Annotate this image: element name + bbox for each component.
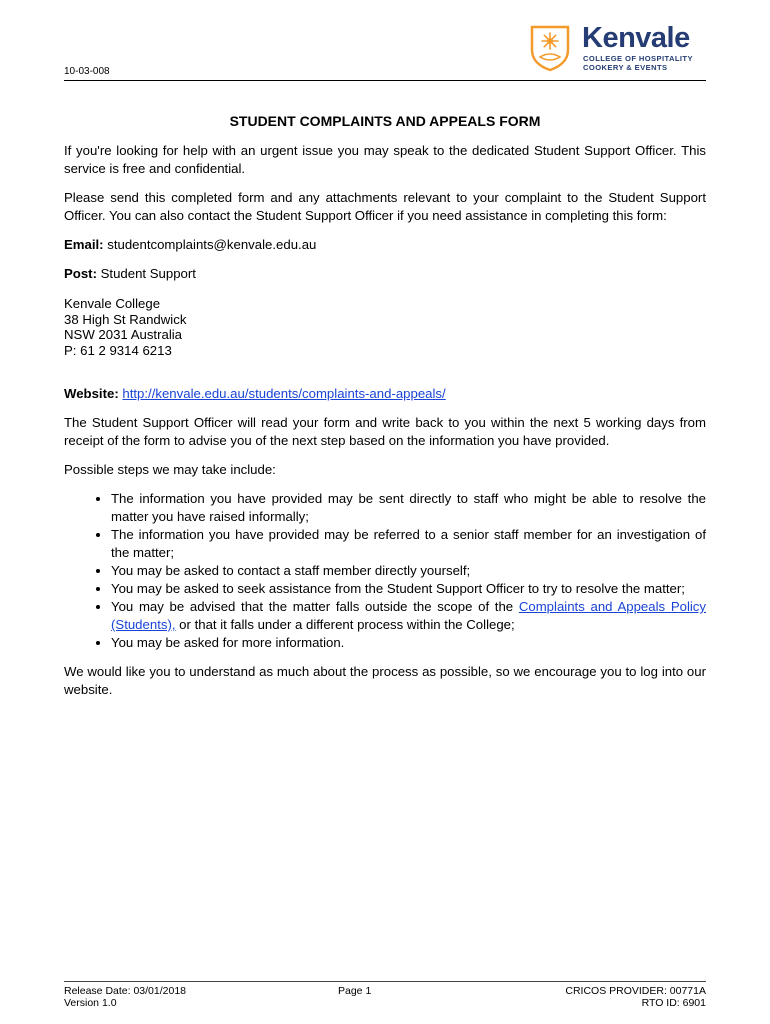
steps-intro: Possible steps we may take include: (64, 462, 276, 477)
complaints-policy-link[interactable]: Complaints and Appeals Policy (Students), (111, 599, 706, 632)
list-item: • You may be asked for more information. (111, 634, 706, 652)
address-line: P: 61 2 9314 6213 (64, 342, 172, 358)
footer-right (565, 985, 706, 1009)
post-line (64, 265, 706, 283)
page-title: STUDENT COMPLAINTS AND APPEALS FORM (229, 113, 541, 129)
list-item: • The information you have provided may be referred to a senior staff member for an investigation of the matter; (111, 526, 706, 562)
kenvale-logo (526, 24, 711, 74)
intro-paragraph-2: Please send this completed form and any attachments relevant to your complaint to the Student Support Officer. You can also contact the Student Support Officer if you need assistance in completing this form: (64, 190, 706, 223)
address-line: NSW 2031 Australia (64, 327, 183, 342)
step5-text-after: or that it falls under a different process within the College; (175, 617, 515, 632)
email-line (64, 236, 706, 254)
release-date: Release Date: 03/01/2018 (64, 985, 187, 997)
logo-tagline-1: COLLEGE OF HOSPITALITY (583, 54, 693, 63)
footer-left (64, 985, 186, 1009)
closing-paragraph: We would like you to understand as much about the process as possible, so we encourage you to log into our website. (64, 664, 706, 697)
address-line: Kenvale College (64, 296, 161, 311)
rto-id: RTO ID: 6901 (641, 997, 706, 1009)
email-label: Email: (64, 237, 104, 252)
list-item: • The information you have provided may be sent directly to staff who might be able to resolve the matter you have raised informally; (111, 490, 706, 526)
list-item: • You may be asked to contact a staff member directly yourself; (111, 562, 706, 580)
version: Version 1.0 (64, 997, 117, 1009)
cricos-provider: CRICOS PROVIDER: 00771A (565, 985, 706, 997)
postal-address (64, 296, 706, 358)
intro-paragraph-1: If you're looking for help with an urgent issue you may speak to the dedicated Student Support Officer. This service is free and confidential. (64, 143, 706, 176)
list-item: • You may be asked to seek assistance from the Student Support Officer to try to resolve the matter; (111, 580, 706, 598)
document-code: 10-03-008 (64, 66, 110, 77)
document-body (64, 112, 706, 710)
page-number: Page 1 (338, 985, 372, 997)
step5-text-before: You may be advised that the matter falls outside the scope of the (111, 599, 519, 614)
logo-wordmark: Kenvale (582, 22, 690, 54)
list-item (111, 598, 706, 634)
header-divider (64, 80, 706, 81)
post-label: Post: (64, 266, 97, 281)
logo-tagline-2: COOKERY & EVENTS (583, 63, 668, 72)
post-value: Student Support (96, 266, 196, 281)
footer-divider (64, 981, 706, 982)
kenvale-emblem-icon (526, 24, 574, 72)
website-link[interactable]: http://kenvale.edu.au/students/complaints-and-appeals/ (122, 386, 446, 401)
website-line (64, 385, 706, 403)
website-label: Website: (64, 386, 119, 401)
address-line: 38 High St Randwick (64, 311, 187, 327)
steps-list (64, 490, 706, 652)
email-value: studentcomplaints@kenvale.edu.au (103, 237, 317, 252)
response-paragraph: The Student Support Officer will read your form and write back to you within the next 5 working days from receipt of the form to advise you of the next step based on the information you have provided. (64, 415, 706, 448)
